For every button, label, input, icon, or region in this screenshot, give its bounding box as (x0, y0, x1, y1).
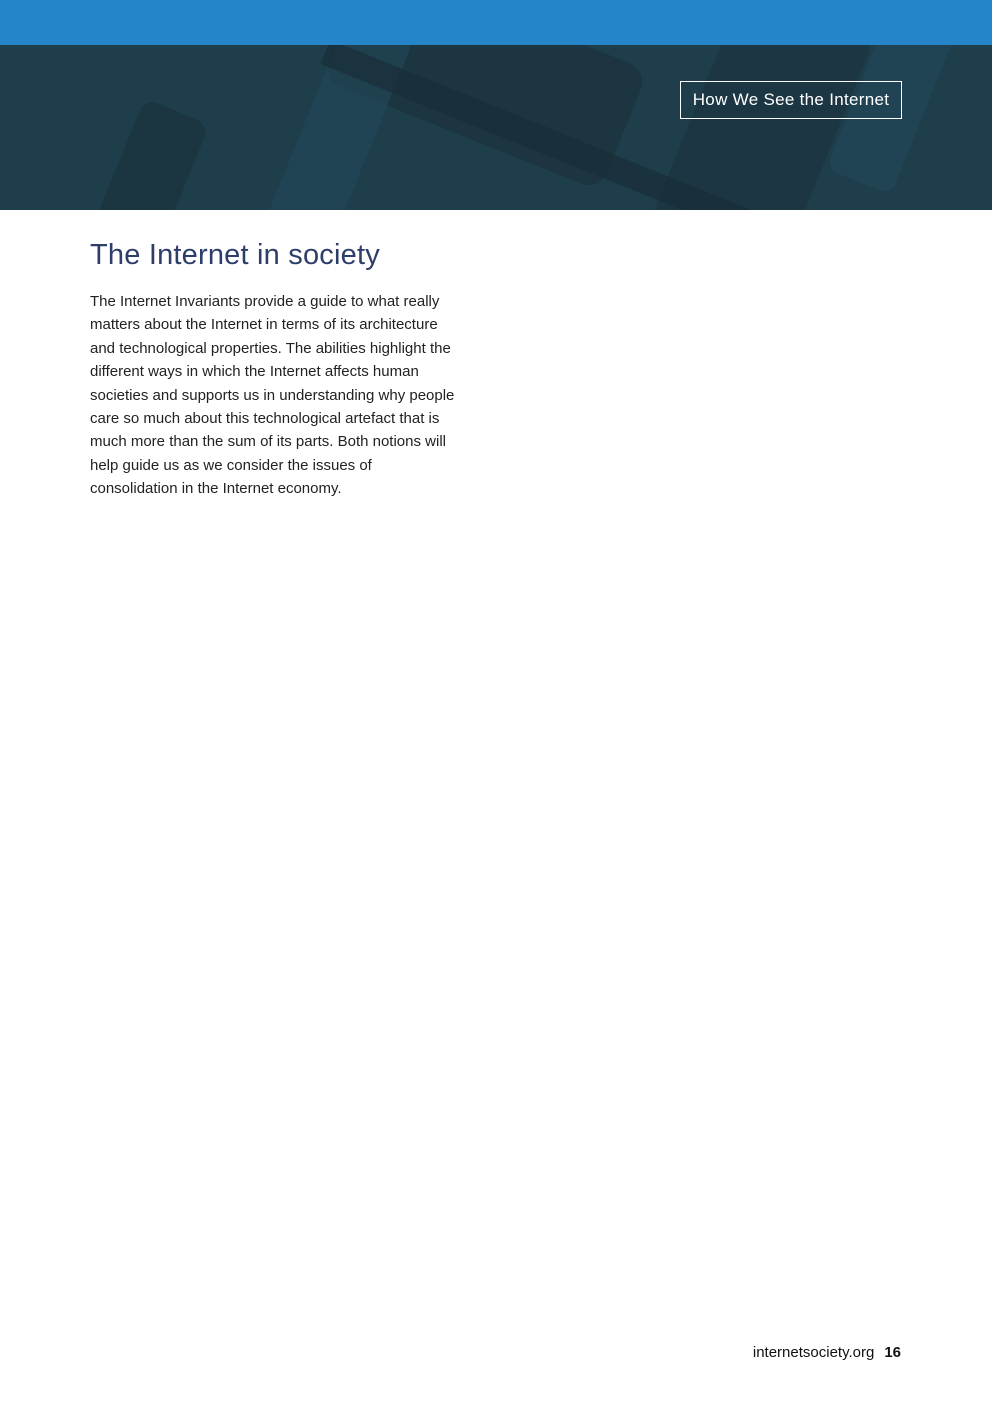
section-tag: How We See the Internet (680, 81, 902, 119)
page-footer (753, 1344, 901, 1361)
banner-pattern (0, 45, 992, 210)
header-banner (0, 45, 992, 210)
banner-shape (85, 98, 210, 210)
page-number: 16 (884, 1344, 901, 1361)
body-paragraph: The Internet Invariants provide a guide to what really matters about the Internet in terms of its architecture and technological properties. The abilities highlight the different ways in which the Internet affects human societies and supports us in understanding why people care so much about this technological artefact that is much more than the sum of its parts. Both notions will help guide us as we consider the issues of consolidation in the Internet economy. (90, 293, 455, 498)
top-color-band (0, 0, 992, 45)
page-title: The Internet in society (90, 239, 380, 271)
footer-site: internetsociety.org (752, 1344, 875, 1361)
